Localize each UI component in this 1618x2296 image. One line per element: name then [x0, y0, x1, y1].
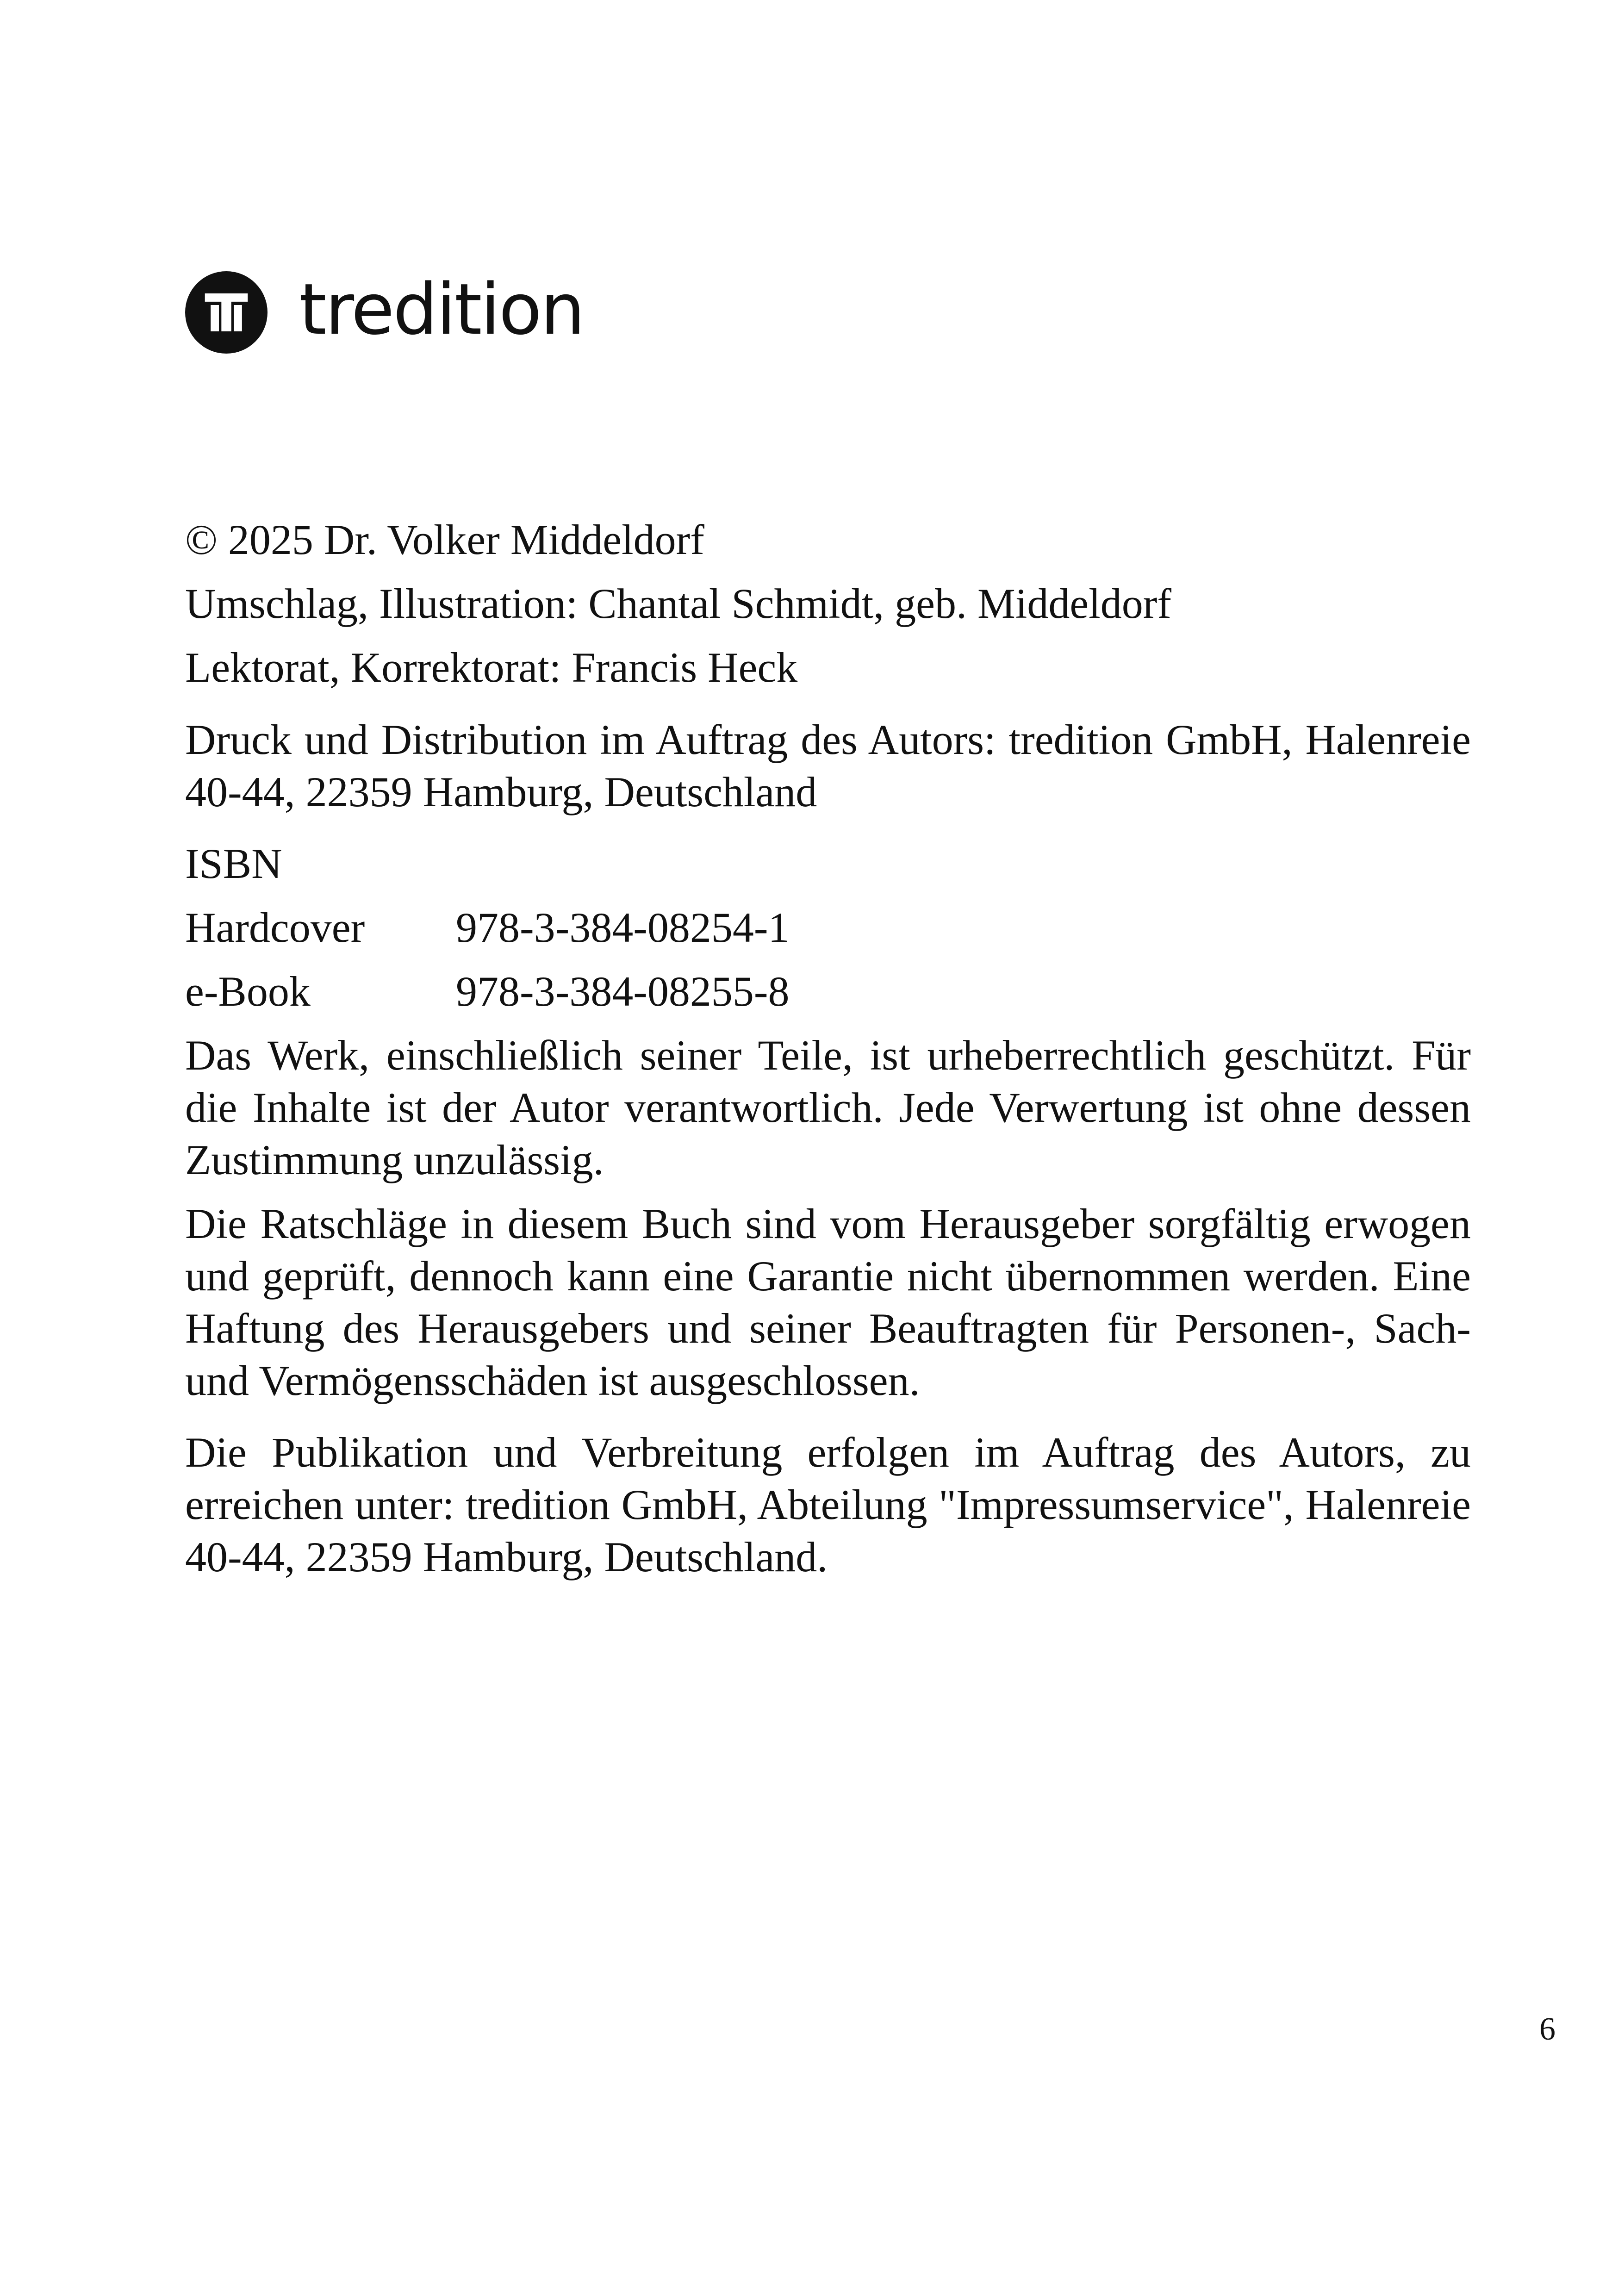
- isbn-format: Hardcover: [185, 904, 365, 951]
- publication-notice: Die Publikation und Verbreitung erfolgen im Auftrag des Autors, zu erreichen unter: tredition GmbH, Abteilung "Impressumservice", Halenreie 40-44, 22359 Hamburg, Deutschland.: [185, 1429, 1471, 1580]
- disclaimer-notice: Die Ratschläge in diesem Buch sind vom Herausgeber sorgfältig erwogen und geprüft, dennoch kann eine Garantie nicht übernommen werden. Eine Haftung des Herausgebers und seiner Beauftragten für Personen-, Sach- und Vermögensschäden ist ausgeschlossen.: [185, 1200, 1471, 1404]
- rights-notice: Das Werk, einschließlich seiner Teile, ist urheberrechtlich geschützt. Für die Inhalte ist der Autor verantwortlich. Jede Verwertung ist ohne dessen Zustimmung unzulässig.: [185, 1032, 1471, 1183]
- isbn-heading: ISBN: [185, 840, 282, 887]
- isbn-number: 978-3-384-08255-8: [456, 968, 790, 1015]
- publisher-logo: [185, 268, 584, 354]
- page-number: 6: [1539, 2011, 1556, 2047]
- isbn-format: e-Book: [185, 968, 311, 1015]
- editing-credit: Lektorat, Korrektorat: Francis Heck: [185, 644, 798, 691]
- isbn-row: [185, 965, 1471, 1018]
- isbn-row: [185, 902, 1471, 954]
- copyright-line: © 2025 Dr. Volker Middeldorf: [185, 516, 704, 563]
- publisher-name: tredition: [299, 268, 584, 350]
- tredition-logo-icon: [185, 271, 268, 354]
- isbn-number: 978-3-384-08254-1: [456, 904, 790, 951]
- imprint-text: [185, 514, 1471, 1583]
- printing-notice: Druck und Distribution im Auftrag des Autors: tredition GmbH, Halenreie 40-44, 22359 Hamburg, Deutschland: [185, 716, 1471, 815]
- cover-credit: Umschlag, Illustration: Chantal Schmidt, geb. Middeldorf: [185, 580, 1172, 627]
